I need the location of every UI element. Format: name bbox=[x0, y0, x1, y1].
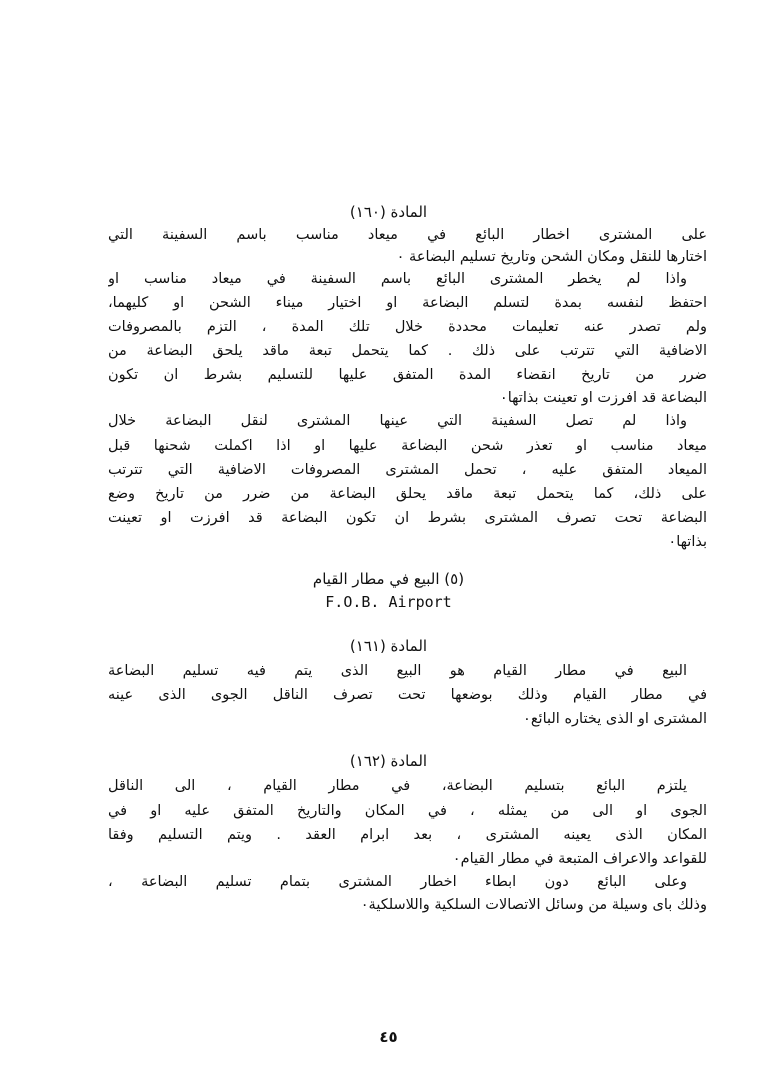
article-160-line-10: ميعاد مناسب او تعذر شحن البضاعة عليها او اذا اكملت شحنها قبل bbox=[108, 438, 707, 454]
article-160-line-8: البضاعة قد افرزت او تعينت بذاتها٠ bbox=[499, 390, 707, 406]
article-161-line-3: المشترى او الذى يختاره البائع٠ bbox=[523, 711, 707, 727]
article-160-line-11: الميعاد المتفق عليه ، تحمل المشترى المصروفات الاضافية التي تترتب bbox=[108, 462, 707, 478]
article-160-line-12: على ذلك، كما يتحمل تبعة ماقد يحلق البضاعة من ضرر من تاريخ وضع bbox=[108, 486, 707, 502]
article-162-line-3: المكان الذى يعينه المشترى ، بعد ابرام العقد . ويتم التسليم وفقا bbox=[108, 827, 707, 843]
article-162-line-6: وذلك باى وسيلة من وسائل الاتصالات السلكية واللاسلكية٠ bbox=[360, 897, 707, 913]
article-160-line-1: على المشترى اخطار البائع في ميعاد مناسب باسم السفينة التي bbox=[108, 227, 707, 243]
article-161-heading: المادة (١٦١) bbox=[349, 637, 428, 655]
article-160-line-5: ولم تصدر عنه تعليمات محددة خلال تلك المدة ، التزم بالمصروفات bbox=[108, 319, 707, 335]
article-161-line-1: البيع في مطار القيام هو البيع الذى يتم فيه تسليم البضاعة bbox=[108, 663, 687, 679]
article-160-line-13: البضاعة تحت تصرف المشترى بشرط ان تكون البضاعة قد افرزت او تعينت bbox=[108, 510, 707, 526]
article-160-heading: المادة (١٦٠) bbox=[349, 203, 428, 221]
article-162-heading: المادة (١٦٢) bbox=[349, 752, 428, 770]
article-161-line-2: في مطار القيام وذلك بوضعها تحت تصرف الناقل الجوى الذى عينه bbox=[108, 687, 707, 703]
section-heading: (٥) البيع في مطار القيام bbox=[312, 570, 465, 588]
article-160-line-4: احتفظ لنفسه بمدة لتسلم البضاعة او اختيار ميناء الشحن او كليهما، bbox=[108, 295, 707, 311]
article-160-line-9: واذا لم تصل السفينة التي عينها المشترى لنقل البضاعة خلال bbox=[108, 413, 687, 429]
article-162-line-2: الجوى او الى من يمثله ، في المكان والتاريخ المتفق عليه او في bbox=[108, 803, 707, 819]
article-162-line-5: وعلى البائع دون ابطاء اخطار المشترى بتمام تسليم البضاعة ، bbox=[108, 874, 687, 890]
article-162-line-1: يلتزم البائع بتسليم البضاعة، في مطار القيام ، الى الناقل bbox=[108, 778, 687, 794]
article-160-line-6: الاضافية التي تترتب على ذلك . كما يتحمل تبعة ماقد يلحق البضاعة من bbox=[108, 343, 707, 359]
page-number: ٤٥ bbox=[379, 1028, 398, 1046]
article-160-line-14: بذاتها٠ bbox=[668, 534, 707, 550]
article-160-line-2: اختارها للنقل ومكان الشحن وتاريخ تسليم البضاعة ٠ bbox=[396, 249, 707, 265]
section-heading-latin: F.O.B. Airport bbox=[325, 593, 452, 611]
article-160-line-7: ضرر من تاريخ انقضاء المدة المتفق عليها للتسليم بشرط ان تكون bbox=[108, 367, 707, 383]
article-162-line-4: للقواعد والاعراف المتبعة في مطار القيام٠ bbox=[452, 851, 707, 867]
article-160-line-3: واذا لم يخطر المشترى البائع باسم السفينة في ميعاد مناسب او bbox=[108, 271, 687, 287]
